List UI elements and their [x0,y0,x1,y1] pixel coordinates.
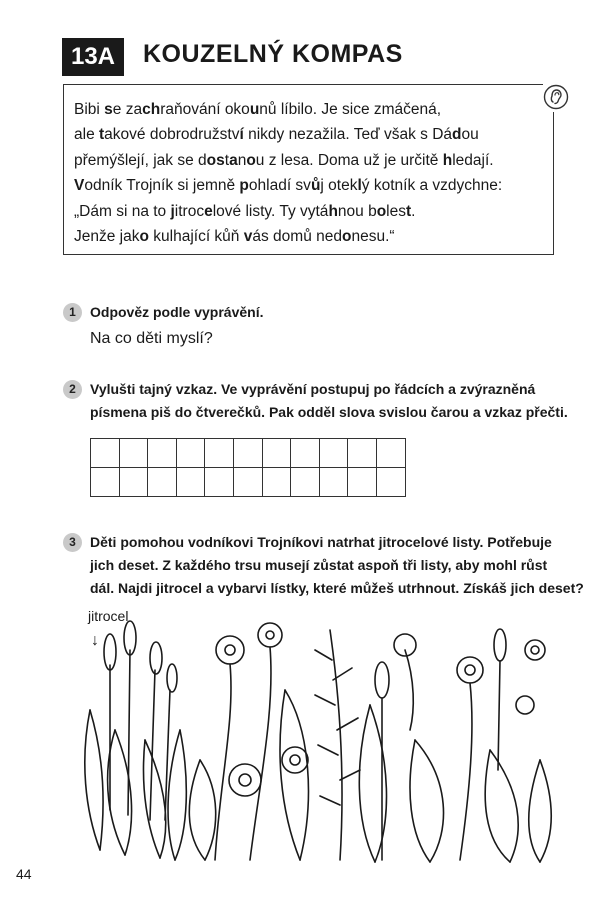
highlighted-letter: j [170,202,175,220]
task-3-line: jich deset. Z každého trsu musejí zůstat aspoň tři listy, aby mohl růst [90,557,548,573]
highlighted-letter: o [246,151,256,169]
plants-illustration [70,610,560,870]
story-text: e za [112,101,143,118]
highlighted-letter: u [249,101,260,118]
highlighted-letter: p [239,177,249,195]
highlighted-letter: o [376,202,387,220]
story-line [74,173,543,198]
task-2-line: Vylušti tajný vzkaz. Ve vyprávění postupuj po řádcích a zvýrazněná [90,381,536,397]
letter-grid [90,438,406,497]
story-text: kulhající kůň [148,228,244,246]
story-text: nikdy nezažila. Teď však s Dá [243,126,453,144]
letter-cell[interactable] [176,468,205,497]
story-text: nou b [337,202,377,220]
task-2-instruction [90,378,568,424]
story-text: lové listy. Ty vytá [212,202,329,220]
plantain-label: jitrocel [88,608,129,624]
story-line [74,97,543,122]
lesson-title: KOUZELNÝ KOMPAS [143,40,403,68]
letter-cell[interactable] [205,439,234,468]
highlighted-letter: ch [142,101,161,118]
story-text: . [411,202,416,220]
task-3-instruction [90,531,584,600]
story-text: u z lesa. Doma už je určitě [255,151,443,169]
story-text: ale [74,126,99,144]
letter-cell[interactable] [205,468,234,497]
highlighted-letter: l [357,177,362,195]
page-number: 44 [16,866,32,882]
letter-cell[interactable] [148,439,177,468]
story-line [74,224,543,249]
letter-cell[interactable] [233,439,262,468]
story-text: les [386,202,406,220]
plantain-cluster-right [457,629,551,862]
story-text: nesu.“ [351,228,395,246]
story-box [63,84,554,255]
story-text: Jenže jak [74,228,140,246]
letter-cell[interactable] [319,468,348,497]
letter-cell[interactable] [119,439,148,468]
story-text: „Dám si na to [74,202,171,220]
story-text: ledají. [452,151,494,169]
task-1-question: Na co děti myslí? [90,330,213,347]
highlighted-letter: os [206,151,225,169]
letter-cell[interactable] [262,439,291,468]
highlighted-letter: a [229,151,238,169]
story-text: ý kotník a vzdychne: [361,177,503,195]
highlighted-letter: o [341,228,352,246]
flower-cluster-middle [189,623,308,860]
story-text: Bibi [74,101,105,118]
story-text: t [224,151,230,169]
story-text: akové dobrodružstv [104,126,240,144]
story-text: ohladí sv [248,177,311,195]
story-text: j otek [320,177,358,195]
lesson-badge: 13A [62,38,124,76]
highlighted-letter: d [452,126,462,144]
letter-cell[interactable] [376,468,405,497]
highlighted-letter: e [204,202,213,220]
highlighted-letter: o [139,228,149,246]
highlighted-letter: t [99,126,105,144]
task-1-number: 1 [63,303,82,322]
letter-cell[interactable] [148,468,177,497]
highlighted-letter: ů [310,177,321,195]
story-text: odník Trojník si jemně [84,177,240,195]
letter-cell[interactable] [233,468,262,497]
story-text: ás domů ned [252,228,342,246]
letter-cell[interactable] [348,468,377,497]
highlighted-letter: v [243,228,253,246]
task-3-number: 3 [63,533,82,552]
letter-cell[interactable] [348,439,377,468]
highlighted-letter: h [442,151,453,169]
highlighted-letter: í [239,126,244,144]
story-line [74,148,543,173]
letter-cell[interactable] [119,468,148,497]
story-text: ou [461,126,479,144]
story-text: nů líbilo. Je sice zmáčená, [259,101,442,118]
task-2-line: písmena piš do čtverečků. Pak odděl slova svislou čarou a vzkaz přečti. [90,404,568,420]
task-2-number: 2 [63,380,82,399]
story-line [74,199,543,224]
plantain-cluster-left [85,621,187,860]
letter-cell[interactable] [291,439,320,468]
letter-cell[interactable] [262,468,291,497]
story-text: raňování oko [160,101,250,118]
letter-cell[interactable] [376,439,405,468]
highlighted-letter: s [104,101,113,118]
down-arrow-icon: ↓ [91,632,99,649]
task-3-line: Děti pomohou vodníkovi Trojníkovi natrhat jitrocelové listy. Potřebuje [90,534,552,550]
task-1-instruction: Odpověz podle vyprávění. [90,304,264,320]
task-3-line: dál. Najdi jitrocel a vybarvi lístky, které můžeš utrhnout. Získáš jich deset? [90,580,584,596]
letter-cell[interactable] [319,439,348,468]
highlighted-letter: t [406,202,412,220]
letter-cell[interactable] [91,439,120,468]
ear-icon [543,84,571,112]
story-text: itroc [174,202,205,220]
highlighted-letter: h [328,202,338,220]
letter-cell[interactable] [291,468,320,497]
fern-cluster [315,630,444,862]
story-line [74,122,543,147]
story-text: n [237,151,247,169]
highlighted-letter: V [74,177,85,195]
letter-cell[interactable] [91,468,120,497]
story-text: přemýšlejí, jak se d [74,151,207,169]
letter-cell[interactable] [176,439,205,468]
